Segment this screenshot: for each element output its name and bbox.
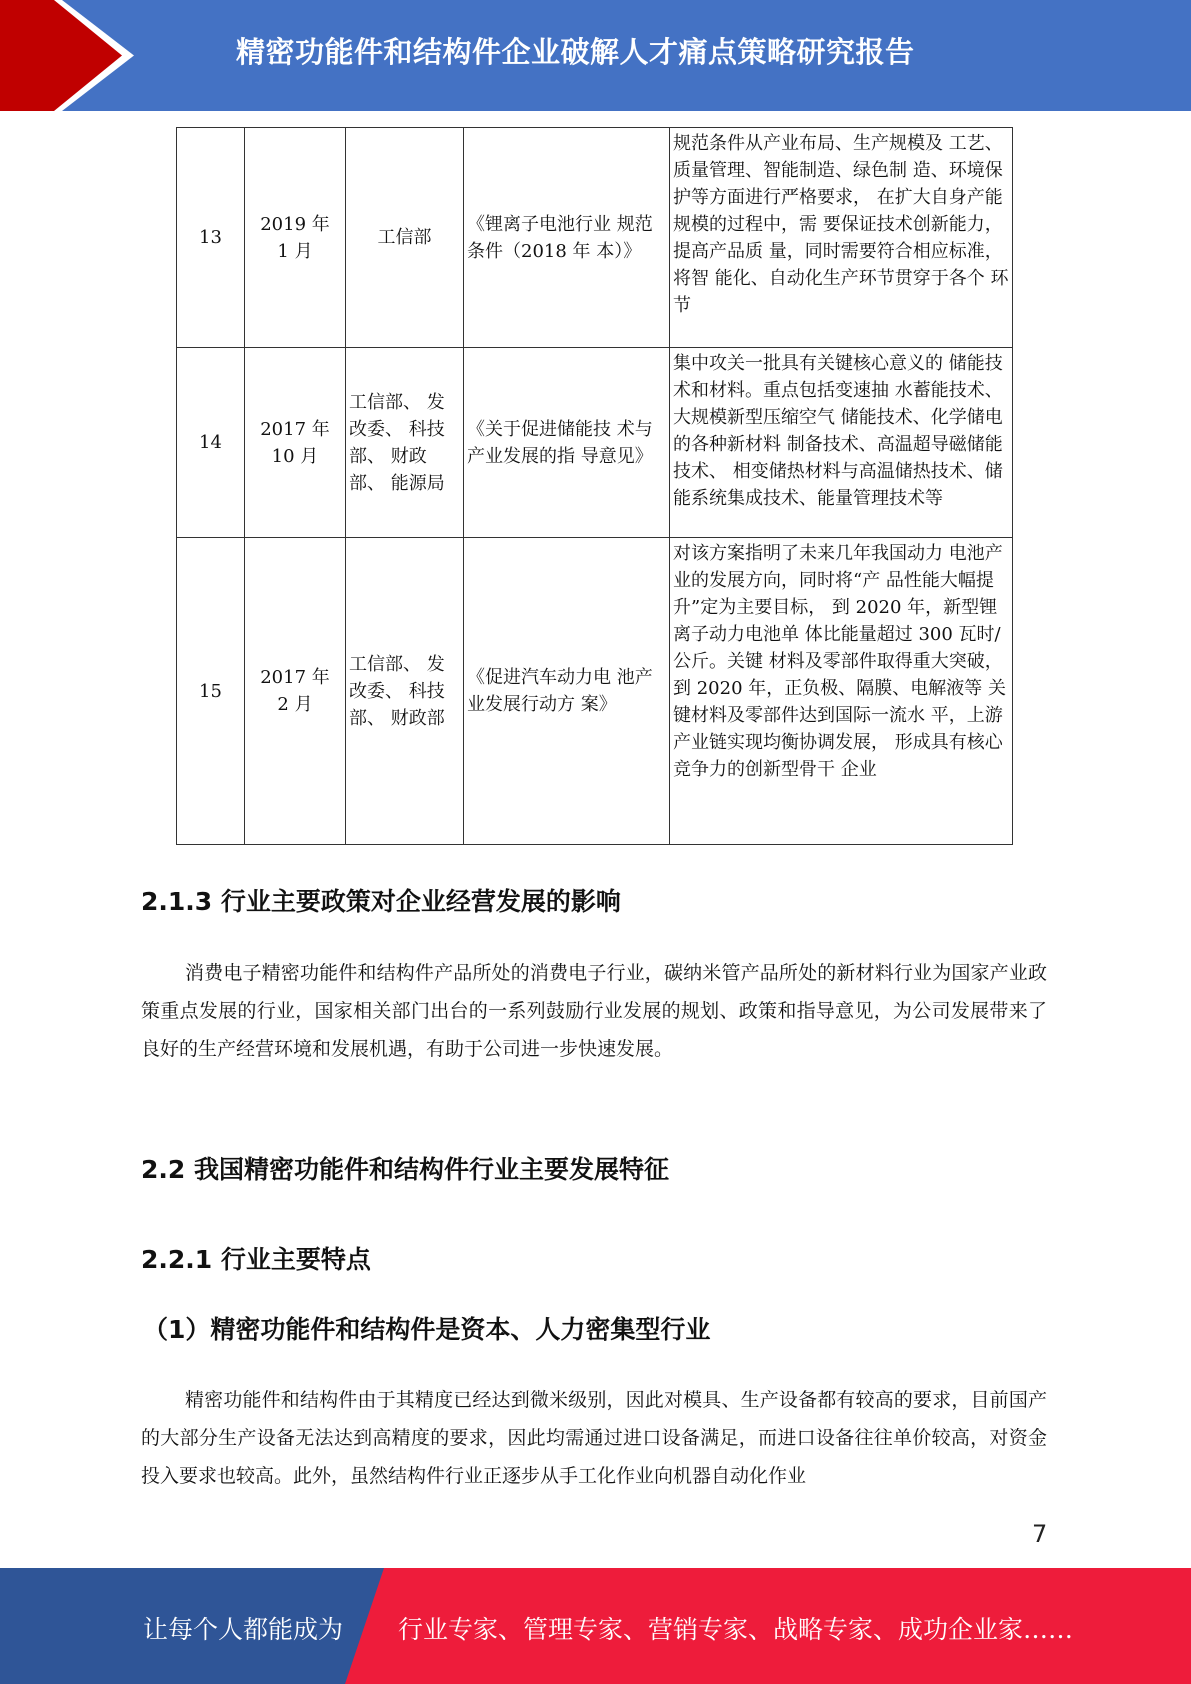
- table-row: [177, 348, 1013, 538]
- policy-document: 《促进汽车动力电 池产业发展行动方 案》: [464, 538, 670, 845]
- policy-document: 《锂离子电池行业 规范条件（2018 年 本）》: [464, 128, 670, 348]
- issue-month: 10 月: [271, 445, 319, 467]
- page-footer: [0, 1568, 1191, 1684]
- policy-document: 《关于促进储能技 术与产业发展的指 导意见》: [464, 348, 670, 538]
- header-arrow-decoration: [0, 0, 150, 111]
- section-2-2-1-paragraph: 精密功能件和结构件由于其精度已经达到微米级别，因此对模具、生产设备都有较高的要求，目前国产的大部分生产设备无法达到高精度的要求，因此均需通过进口设备满足，而进口设备往往单价较高，对资金投入要求也较高。此外，虽然结构件行业正逐步从手工化作业向机器自动化作业: [141, 1389, 1047, 1487]
- row-number: 15: [177, 538, 245, 845]
- section-2-1-3-paragraph: 消费电子精密功能件和结构件产品所处的消费电子行业，碳纳米管产品所处的新材料行业为国家产业政策重点发展的行业，国家相关部门出台的一系列鼓励行业发展的规划、政策和指导意见，为公司发展带来了良好的生产经营环境和发展机遇，有助于公司进一步快速发展。: [141, 962, 1047, 1060]
- footer-slogan-left: 让每个人都能成为: [143, 1615, 344, 1644]
- table-row: [177, 128, 1013, 348]
- page-header: [0, 0, 1191, 111]
- issue-year: 2019 年: [260, 213, 330, 235]
- page-number: 7: [1032, 1520, 1048, 1548]
- issue-date: [245, 348, 346, 538]
- section-heading-2-1-3: 2.1.3 行业主要政策对企业经营发展的影响: [141, 887, 621, 916]
- header-title: 精密功能件和结构件企业破解人才痛点策略研究报告: [236, 35, 915, 69]
- footer-slogan-right: 行业专家、管理专家、营销专家、战略专家、成功企业家……: [398, 1615, 1074, 1644]
- policy-table: [176, 127, 1013, 845]
- issue-month: 2 月: [277, 694, 313, 715]
- policy-summary: 对该方案指明了未来几年我国动力 电池产业的发展方向，同时将“产 品性能大幅提升”定为主要目标， 到 2020 年，新型锂离子动力电池单 体比能量超过 300 瓦时/公斤。关键 材料及零部件取得重大突破，到 2020 年，正负极、隔膜、电解液等 关键材料及零部件达到国际一流水 平，上游产业链实现均衡协调发展， 形成具有核心竞争力的创新型骨干 企业: [670, 538, 1013, 845]
- subsection-heading-1: （1）精密功能件和结构件是资本、人力密集型行业: [143, 1315, 711, 1344]
- issue-year: 2017 年: [260, 418, 330, 440]
- issue-month: 1 月: [277, 240, 313, 262]
- issue-date: [245, 538, 346, 845]
- issue-date: [245, 128, 346, 348]
- issuing-department: 工信部、 发改委、 科技 部、 财政 部、 能源局: [346, 348, 464, 538]
- table-row: [177, 538, 1013, 845]
- policy-summary: 规范条件从产业布局、生产规模及 工艺、质量管理、智能制造、绿色制 造、环境保护等方面进行严格要求， 在扩大自身产能规模的过程中，需 要保证技术创新能力，提高产品质 量，同时需要符合相应标准，将智 能化、自动化生产环节贯穿于各个 环节: [670, 128, 1013, 348]
- policy-summary: 集中攻关一批具有关键核心意义的 储能技术和材料。重点包括变速抽 水蓄能技术、大规模新型压缩空气 储能技术、化学储电的各种新材料 制备技术、高温超导磁储能技术、 相变储热材料与高温储热技术、储 能系统集成技术、能量管理技术等: [670, 348, 1013, 538]
- issue-year: 2017 年: [260, 667, 330, 688]
- row-number: 14: [177, 348, 245, 538]
- row-number: 13: [177, 128, 245, 348]
- section-heading-2-2-1: 2.2.1 行业主要特点: [141, 1245, 371, 1274]
- issuing-department: 工信部、 发改委、 科技 部、 财政部: [346, 538, 464, 845]
- issuing-department: 工信部: [346, 128, 464, 348]
- section-heading-2-2: 2.2 我国精密功能件和结构件行业主要发展特征: [141, 1155, 669, 1184]
